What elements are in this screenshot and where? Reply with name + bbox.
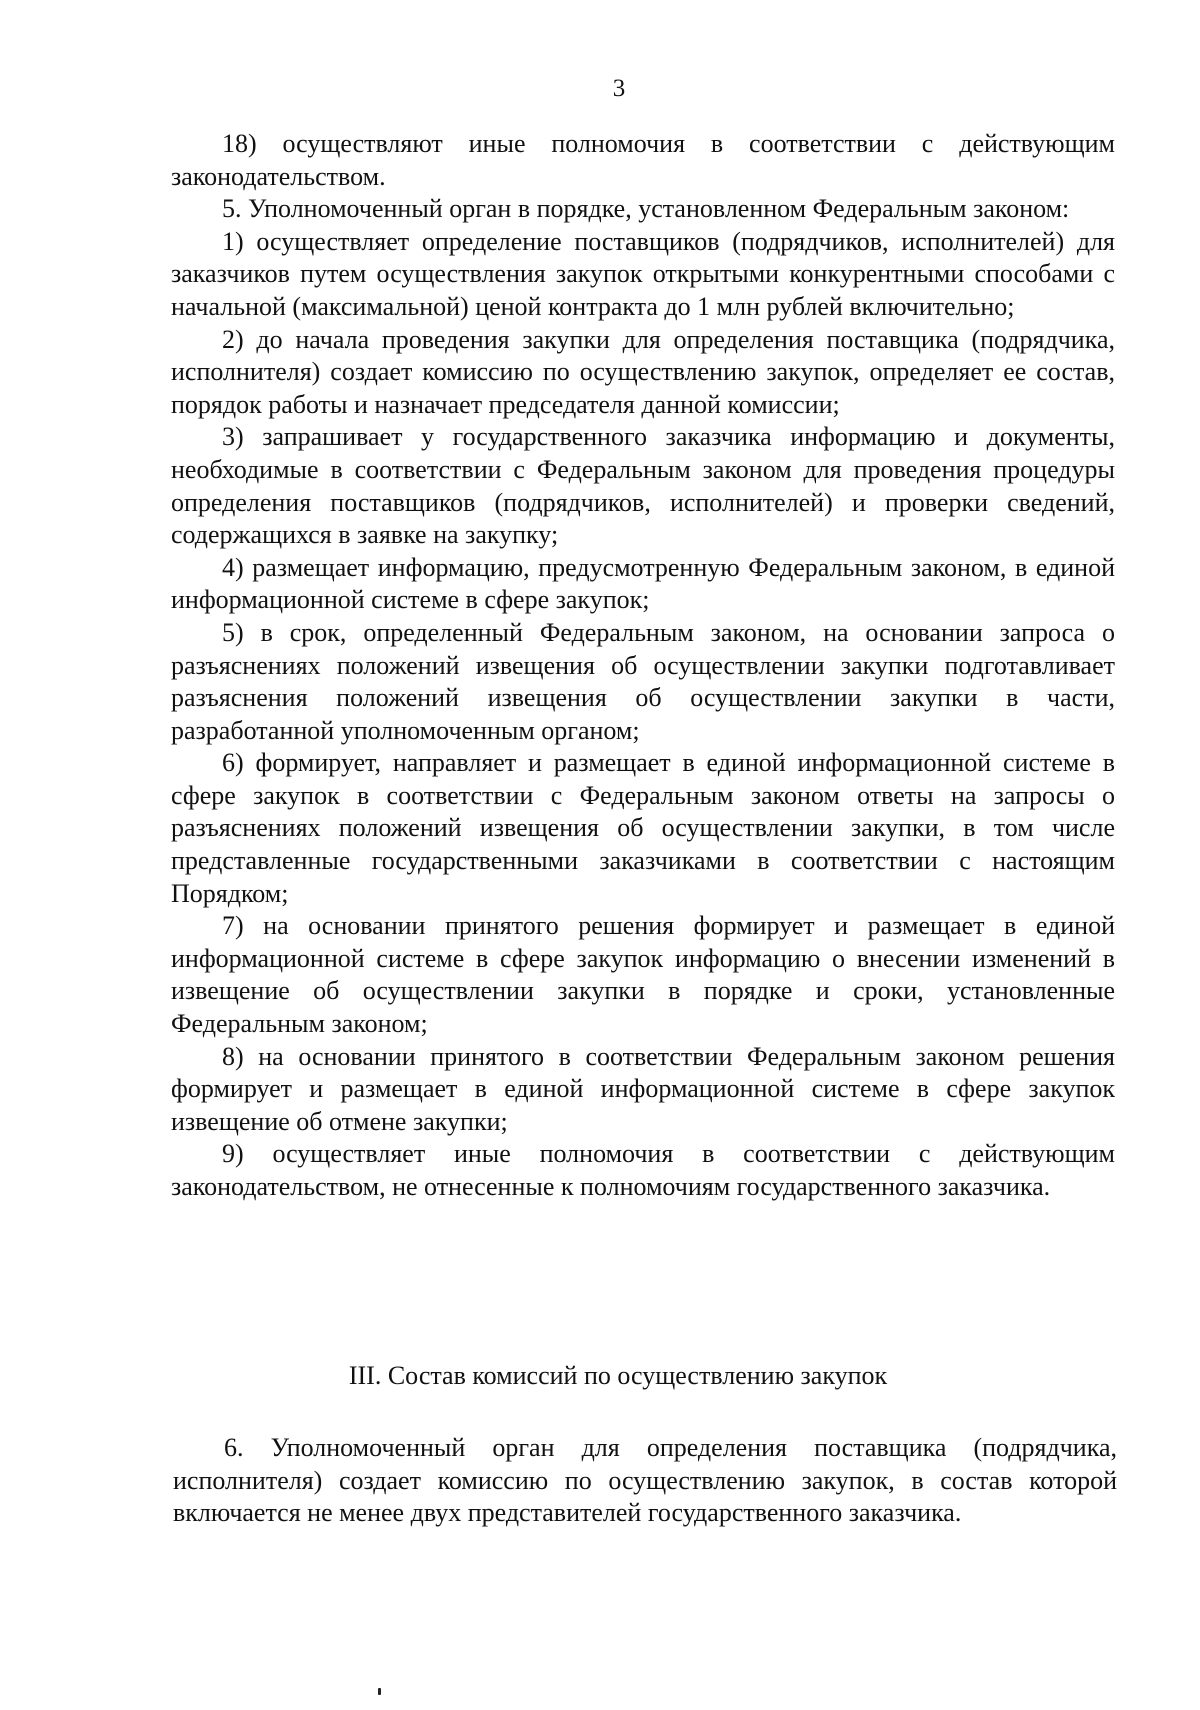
page-number: 3 [612,75,626,102]
paragraph-item-6: 6) формирует, направляет и размещает в единой информационной системе в сфере закупок в соответствии с Федеральным законом ответы на запросы о разъяснениях положений извещения об осуществлении закупки, в том числе представленные государственными заказчиками в соответствии с настоящим Порядком; [171,748,1115,908]
paragraph-clause-6: 6. Уполномоченный орган для определения поставщика (подрядчика, исполнителя) создает комиссию по осуществлению закупок, в состав которой включается не менее двух представителей государственного заказчика. [173,1433,1117,1528]
paragraph-item-2: 2) до начала проведения закупки для определения поставщика (подрядчика, исполнителя) создает комиссию по осуществлению закупок, определяет ее состав, порядок работы и назначает председателя данной комиссии; [171,324,1115,419]
paragraph-item-9: 9) осуществляет иные полномочия в соответствии с действующим законодательством, не отнесенные к полномочиям государственного заказчика. [171,1139,1115,1201]
scan-speck [378,1688,381,1695]
paragraph-clause-5: 5. Уполномоченный орган в порядке, установленном Федеральным законом: [222,194,1070,224]
section-body [173,1432,1117,1530]
paragraph-item-8: 8) на основании принятого в соответствии Федеральным законом решения формирует и размещает в единой информационной системе в сфере закупок извещение об отмене закупки; [171,1041,1115,1136]
paragraph-item-3: 3) запрашивает у государственного заказчика информацию и документы, необходимые в соответствии с Федеральным законом для проведения процедуры определения поставщиков (подрядчиков, исполнителей) и проверки сведений, содержащихся в заявке на закупку; [171,422,1115,550]
section-heading: III. Состав комиссий по осуществлению закупок [348,1361,888,1390]
paragraph-item-5: 5) в срок, определенный Федеральным законом, на основании запроса о разъяснениях положений извещения об осуществлении закупки подготавливает разъяснения положений извещения об осуществлении закупки в части, разработанной уполномоченным органом; [171,617,1115,745]
paragraph-item-1: 1) осуществляет определение поставщиков (подрядчиков, исполнителей) для заказчиков путем осуществления закупок открытыми конкурентными способами с начальной (максимальной) ценой контракта до 1 млн рублей включительно; [171,226,1115,321]
paragraph-item-18: 18) осуществляют иные полномочия в соответствии с действующим законодательством. [171,129,1115,191]
body-text [171,128,1115,1204]
paragraph-item-4: 4) размещает информацию, предусмотренную Федеральным законом, в единой информационной системе в сфере закупок; [171,552,1115,615]
paragraph-item-7: 7) на основании принятого решения формирует и размещает в единой информационной системе в сфере закупок информацию о внесении изменений в извещение об осуществлении закупки в порядке и сроки, установленные Федеральным законом; [171,911,1115,1039]
